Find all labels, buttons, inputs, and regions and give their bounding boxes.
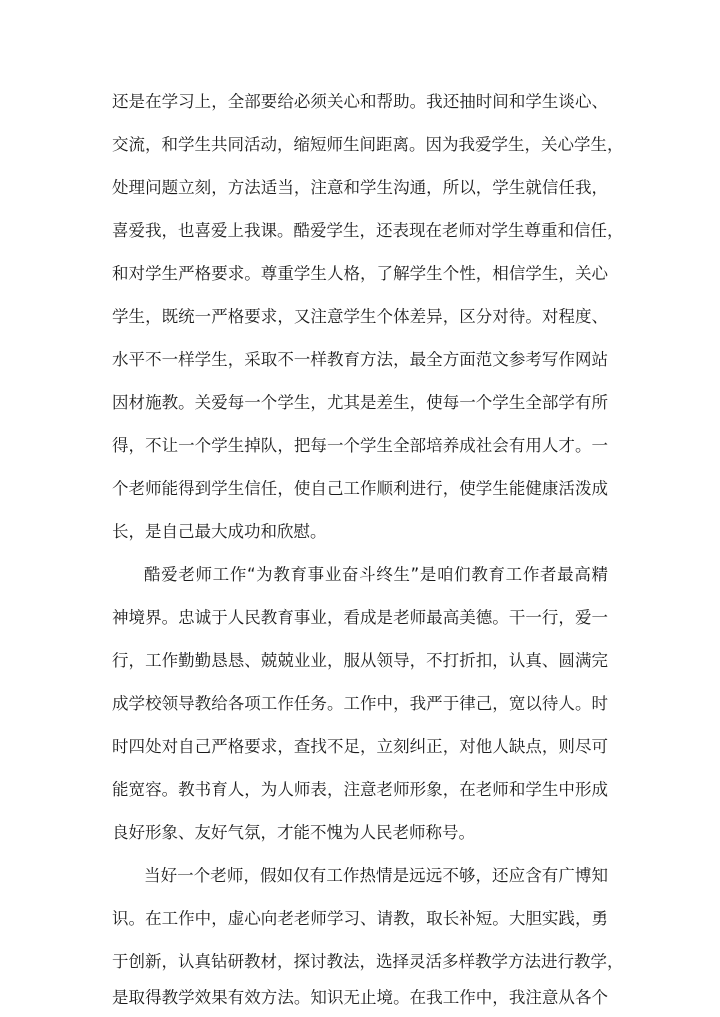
paragraph-first-line: 酷爱老师工作“为教育事业奋斗终生”是咱们教育工作者最高精 (144, 565, 608, 584)
text-line: 能宽容。教书育人，为人师表，注意老师形象，在老师和学生中形成 (112, 780, 608, 799)
text-line: 成学校领导教给各项工作任务。工作中，我严于律己，宽以待人。时 (112, 694, 608, 713)
text-line: 得，不让一个学生掉队，把每一个学生全部培养成社会有用人才。一 (112, 436, 608, 455)
text-line: 因材施教。关爱每一个学生，尤其是差生，使每一个学生全部学有所 (112, 393, 608, 412)
text-line: 还是在学习上，全部要给必须关心和帮助。我还抽时间和学生谈心、 (112, 92, 608, 111)
text-line: 神境界。忠诚于人民教育事业，看成是老师最高美德。干一行，爱一 (112, 608, 608, 627)
text-line: 处理问题立刻，方法适当，注意和学生沟通，所以，学生就信任我， (112, 178, 608, 197)
paragraph-first-line: 当好一个老师，假如仅有工作热情是远远不够，还应含有广博知 (144, 866, 608, 885)
text-line: 喜爱我，也喜爱上我课。酷爱学生，还表现在老师对学生尊重和信任， (112, 221, 624, 240)
text-line: 是取得教学效果有效方法。知识无止境。在我工作中，我注意从各个 (112, 988, 608, 1007)
text-line: 行，工作勤勤恳恳、兢兢业业，服从领导，不打折扣，认真、圆满完 (112, 651, 608, 670)
text-line: 学生，既统一严格要求，又注意学生个体差异，区分对待。对程度、 (112, 307, 608, 326)
text-line: 时四处对自己严格要求，查找不足，立刻纠正，对他人缺点，则尽可 (112, 737, 608, 756)
text-line: 长，是自己最大成功和欣慰。 (112, 522, 327, 541)
text-line: 水平不一样学生，采取不一样教育方法，最全方面范文参考写作网站 (112, 350, 608, 369)
text-line: 良好形象、友好气氛，才能不愧为人民老师称号。 (112, 823, 475, 842)
text-line: 和对学生严格要求。尊重学生人格，了解学生个性，相信学生，关心 (112, 264, 608, 283)
text-line: 交流，和学生共同活动，缩短师生间距离。因为我爱学生，关心学生， (112, 135, 624, 154)
text-line: 个老师能得到学生信任，使自己工作顺利进行，使学生能健康活泼成 (112, 479, 608, 498)
text-line: 识。在工作中，虚心向老老师学习、请教，取长补短。大胆实践，勇 (112, 909, 608, 928)
text-line: 于创新，认真钻研教材，探讨教法，选择灵活多样教学方法进行教学， (112, 952, 624, 971)
